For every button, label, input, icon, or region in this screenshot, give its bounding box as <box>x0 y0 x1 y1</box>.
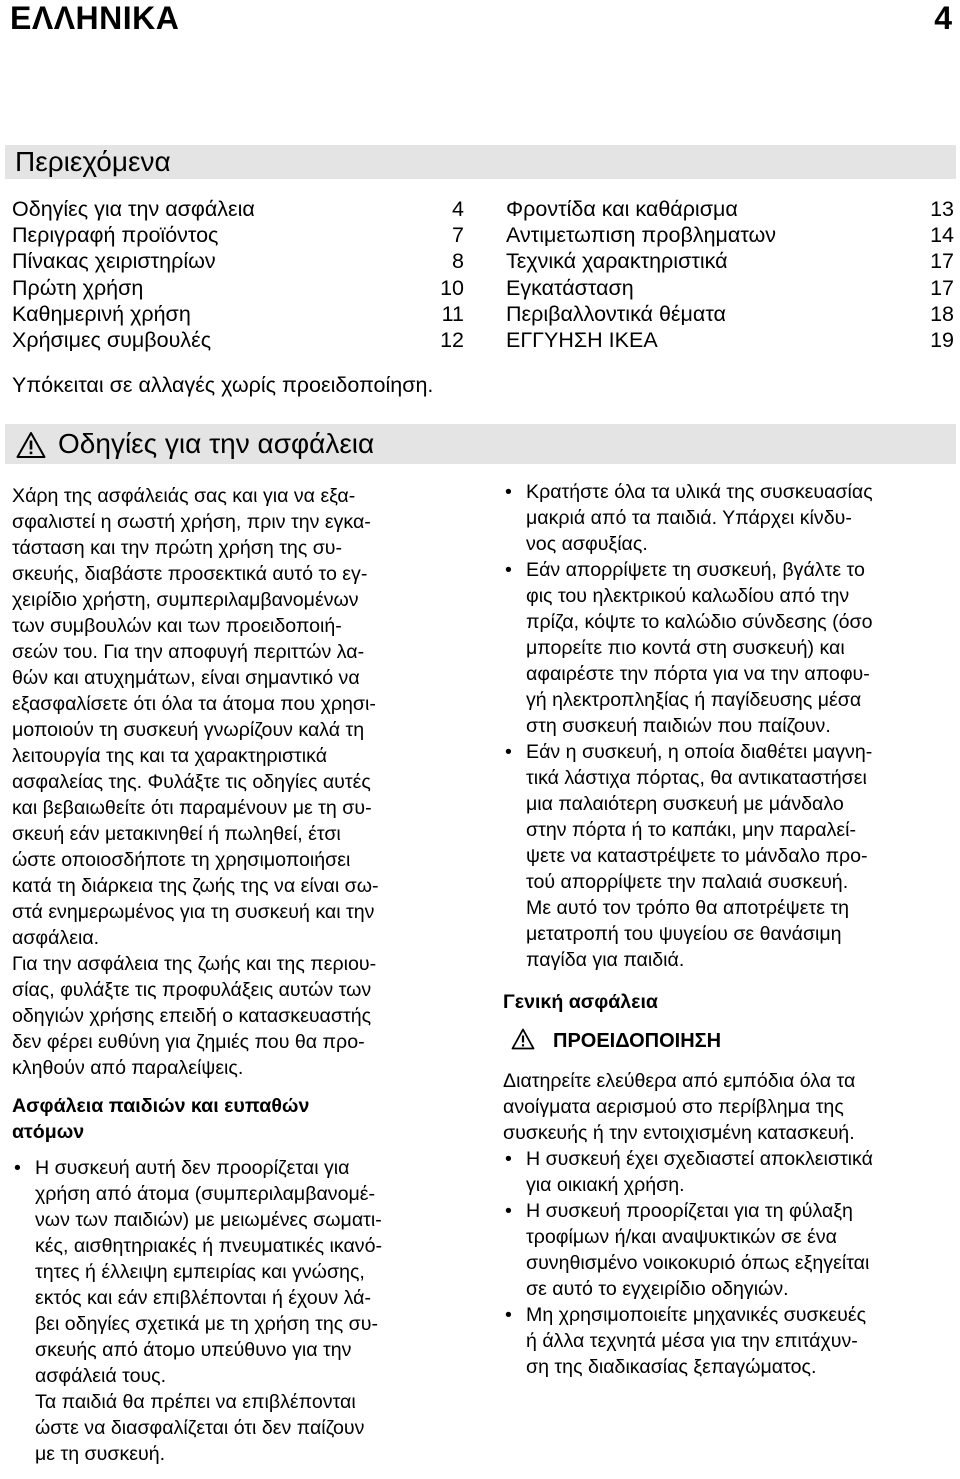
toc-entry-label: Εγκατάσταση <box>506 275 634 300</box>
text-line: τού απορρίψετε την παλαιά συσκευή. <box>526 871 849 893</box>
toc-entry-page: 19 <box>930 328 954 353</box>
toc-entry[interactable] <box>12 327 464 353</box>
text-line: νων των παιδιών) με μειωμένες σωματι- <box>35 1209 382 1231</box>
text-line: νος ασφυξίας. <box>526 533 648 555</box>
toc-entry-page: 17 <box>930 275 954 300</box>
text-line: εκτός και εάν επιβλέπονται ή έχουν λά- <box>35 1287 372 1309</box>
text-line: και βεβαιωθείτε ότι παραμένουν με τη συ- <box>12 797 372 819</box>
text-line: Η συσκευή αυτή δεν προορίζεται για <box>35 1157 350 1179</box>
text-line: ώστε οποιοσδήποτε τη χρησιμοποιήσει <box>12 849 351 871</box>
bullet-dot: • <box>505 559 512 581</box>
text-line: ασφάλεια. <box>12 927 100 949</box>
toc-entry-label: Περιγραφή προϊόντος <box>12 223 219 248</box>
text-line: ανοίγματα αερισμού στο περίβλημα της <box>503 1096 844 1118</box>
text-line: κατά τη διάρκεια της ζωής της να είναι σω- <box>12 875 379 897</box>
text-line: Μη χρησιμοποιείτε μηχανικές συσκευές <box>526 1304 867 1326</box>
toc-entry-label: Περιβαλλοντικά θέματα <box>506 301 726 326</box>
toc-entry[interactable] <box>12 248 464 274</box>
text-line: ασφάλειά τους. <box>35 1365 167 1387</box>
text-line: σε αυτό το εγχειρίδιο οδηγιών. <box>526 1278 789 1300</box>
toc-entry-label: Τεχνικά χαρακτηριστικά <box>506 249 728 274</box>
text-line: Με αυτό τον τρόπο θα αποτρέψετε τη <box>526 897 850 919</box>
text-line: σκευής, διαβάστε προσεκτικά αυτό το εγ- <box>12 563 368 585</box>
text-line: φις του ηλεκτρικού καλωδίου από την <box>526 585 850 607</box>
bullet-item <box>503 1302 953 1380</box>
safety-title: Οδηγίες για την ασφάλεια <box>58 428 375 459</box>
toc-entry[interactable] <box>506 275 954 301</box>
text-line: συνηθισμένο νοικοκυριό όπως εξηγείται <box>526 1252 870 1274</box>
intro-paragraph <box>12 483 460 951</box>
bullet-dot: • <box>505 481 512 503</box>
page-number: 4 <box>934 0 952 36</box>
text-line: λειτουργία της και τα χαρακτηριστικά <box>12 745 328 767</box>
text-line: συσκευής ή την εντοιχισμένη κατασκευή. <box>503 1122 855 1144</box>
toc-entry[interactable] <box>506 327 954 353</box>
bullet-dot: • <box>14 1157 21 1179</box>
toc-entry-label: Πρώτη χρήση <box>12 275 144 300</box>
bullet-item <box>503 739 953 973</box>
toc-entry-page: 8 <box>452 249 464 274</box>
text-line: Η συσκευή προορίζεται για τη φύλαξη <box>526 1200 853 1222</box>
heading-line: Ασφάλεια παιδιών και ευπαθών <box>12 1095 310 1117</box>
toc-entry-label: ΕΓΓΥΗΣΗ IKEA <box>506 328 658 353</box>
text-line: ψετε να καταστρέψετε το μάνδαλο προ- <box>526 845 868 867</box>
warning-callout <box>503 1024 953 1058</box>
text-line: σφαλιστεί η σωστή χρήση, πριν την εγκα- <box>12 511 371 533</box>
text-line: πρίζα, κόψτε το καλώδιο σύνδεσης (όσο <box>526 611 873 633</box>
text-line: ή άλλα τεχνητά μέσα για την επιτάχυν- <box>526 1330 858 1352</box>
text-line: σεών του. Για την αποφυγή περιττών λα- <box>12 641 365 663</box>
text-line: για οικιακή χρήση. <box>526 1174 685 1196</box>
bullet-item <box>503 1146 953 1198</box>
text-line: Κρατήστε όλα τα υλικά της συσκευασίας <box>526 481 873 503</box>
text-line: Χάρη της ασφάλειάς σας και για να εξα- <box>12 485 356 507</box>
toc-entry[interactable] <box>12 275 464 301</box>
text-line: θών και ατυχημάτων, είναι σημαντικό να <box>12 667 360 689</box>
toc-entry[interactable] <box>12 301 464 327</box>
contents-title: Περιεχόμενα <box>15 146 171 177</box>
text-line: τροφίμων ή/και αναψυκτικών σε ένα <box>526 1226 837 1248</box>
toc-entry-page: 4 <box>452 197 464 221</box>
text-line: αφαιρέστε την πόρτα για να την αποφυ- <box>526 663 870 685</box>
heading-line: ατόμων <box>12 1121 85 1143</box>
text-line: εξασφαλίσετε ότι όλα τα άτομα που χρησι- <box>12 693 376 715</box>
toc-entry-page: 13 <box>930 197 954 221</box>
bullet-item <box>503 557 953 739</box>
bullet-dot: • <box>505 1304 512 1326</box>
text-line: Για την ασφάλεια της ζωής και της περιου- <box>12 953 377 975</box>
text-line: τάσταση και την πρώτη χρήση της συ- <box>12 537 343 559</box>
text-line: Εάν η συσκευή, η οποία διαθέτει μαγνη- <box>526 741 873 763</box>
bullet-item <box>12 1155 460 1467</box>
text-line: μακριά από τα παιδιά. Υπάρχει κίνδυ- <box>526 507 852 529</box>
warning-triangle-icon <box>511 1028 535 1050</box>
text-line: στά ενημερωμένος για τη συσκευή και την <box>12 901 375 923</box>
bullet-item <box>503 479 953 557</box>
text-line: Διατηρείτε ελεύθερα από εμπόδια όλα τα <box>503 1070 856 1092</box>
intro-paragraph-2 <box>12 951 460 1081</box>
text-line: κληθούν από παραλείψεις. <box>12 1057 244 1079</box>
text-line: μπορείτε πιο κοντά στη συσκευή) και <box>526 637 845 659</box>
change-notice: Υπόκειται σε αλλαγές χωρίς προειδοποίηση. <box>12 373 434 397</box>
text-line: οδηγιών χρήσης επειδή ο κατασκευαστής <box>12 1005 372 1027</box>
text-line: χειρίδιο χρήστη, συμπεριλαμβανομένων <box>12 589 359 611</box>
toc-entry[interactable] <box>506 248 954 274</box>
warning-label: ΠΡΟΕΙΔΟΠΟΙΗΣΗ <box>553 1030 722 1052</box>
text-line: στη συσκευή παιδιών που παίζουν. <box>526 715 831 737</box>
text-line: γή ηλεκτροπληξίας ή παγίδευσης μέσα <box>526 689 862 711</box>
toc-entry-label: Χρήσιμες συμβουλές <box>12 328 212 353</box>
text-line: Τα παιδιά θα πρέπει να επιβλέπονται <box>35 1391 356 1413</box>
toc-entry-label: Πίνακας χειριστηρίων <box>12 249 216 274</box>
text-line: ώστε να διασφαλίζεται ότι δεν παίζουν <box>35 1417 365 1439</box>
bullet-dot: • <box>505 1200 512 1222</box>
language-header: ΕΛΛΗΝΙΚΑ <box>10 0 180 36</box>
text-line: Η συσκευή έχει σχεδιαστεί αποκλειστικά <box>526 1148 873 1170</box>
text-line: κές, αισθητηριακές ή πνευματικές ικανό- <box>35 1235 383 1257</box>
toc-entry[interactable] <box>12 222 464 248</box>
toc-entry-label: Φροντίδα και καθάρισμα <box>506 197 738 221</box>
left-column <box>12 483 460 1467</box>
text-line: των συμβουλών και των προειδοποιή- <box>12 615 342 637</box>
text-line: Εάν απορρίψετε τη συσκευή, βγάλτε το <box>526 559 865 581</box>
contents-band <box>5 145 956 179</box>
toc-entry[interactable] <box>506 301 954 327</box>
text-line: μοποιούν τη συσκευή γνωρίζουν καλά τη <box>12 719 365 741</box>
text-line: παγίδα για παιδιά. <box>526 949 685 971</box>
toc-entry-label: Αντιμετωπιση προβληματων <box>506 223 777 248</box>
toc-entry-page: 18 <box>930 301 954 326</box>
toc-right-column <box>506 196 954 353</box>
toc-entry-page: 7 <box>452 223 464 248</box>
text-line: δεν φέρει ευθύνη για ζημιές που θα προ- <box>12 1031 365 1053</box>
text-line: σκευή εάν μετακινηθεί ή πωληθεί, έτσι <box>12 823 341 845</box>
toc-entry[interactable] <box>506 196 954 222</box>
toc-entry-label: Καθημερινή χρήση <box>12 301 191 326</box>
text-line: ασφαλείας της. Φυλάξτε τις οδηγίες αυτές <box>12 771 371 793</box>
bullet-dot: • <box>505 741 512 763</box>
right-column <box>503 479 953 1380</box>
toc-entry-page: 12 <box>440 328 464 353</box>
bullet-dot: • <box>505 1148 512 1170</box>
warning-text <box>503 1068 953 1146</box>
toc-entry-page: 10 <box>440 275 464 300</box>
text-line: χρήση από άτομα (συμπεριλαμβανομέ- <box>35 1183 376 1205</box>
text-line: τητες ή έλλειψη εμπειρίας και γνώσης, <box>35 1261 365 1283</box>
toc-entry-page: 14 <box>930 223 954 248</box>
text-line: σίας, φυλάξτε τις προφυλάξεις αυτών των <box>12 979 372 1001</box>
text-line: με τη συσκευή. <box>35 1443 166 1465</box>
toc-entry-page: 11 <box>441 301 464 326</box>
text-line: ση της διαδικασίας ξεπαγώματος. <box>526 1356 817 1378</box>
toc-entry[interactable] <box>12 196 464 222</box>
toc-entry-label: Οδηγίες για την ασφάλεια <box>12 197 255 221</box>
text-line: στην πόρτα ή το καπάκι, μην παραλεί- <box>526 819 857 841</box>
children-safety-heading <box>12 1093 460 1145</box>
text-line: μια παλαιότερη συσκευή με μάνδαλο <box>526 793 844 815</box>
text-line: μετατροπή του ψυγείου σε θανάσιμη <box>526 923 842 945</box>
text-line: σκευής από άτομο υπεύθυνο για την <box>35 1339 352 1361</box>
bullet-item <box>503 1198 953 1302</box>
text-line: βει οδηγίες σχετικά με τη χρήση της συ- <box>35 1313 378 1335</box>
warning-triangle-icon <box>16 431 46 459</box>
text-line: τικά λάστιχα πόρτας, θα αντικαταστήσει <box>526 767 867 789</box>
toc-entry[interactable] <box>506 222 954 248</box>
toc-left-column <box>12 196 464 353</box>
general-safety-heading: Γενική ασφάλεια <box>503 991 658 1013</box>
toc-entry-page: 17 <box>930 249 954 274</box>
